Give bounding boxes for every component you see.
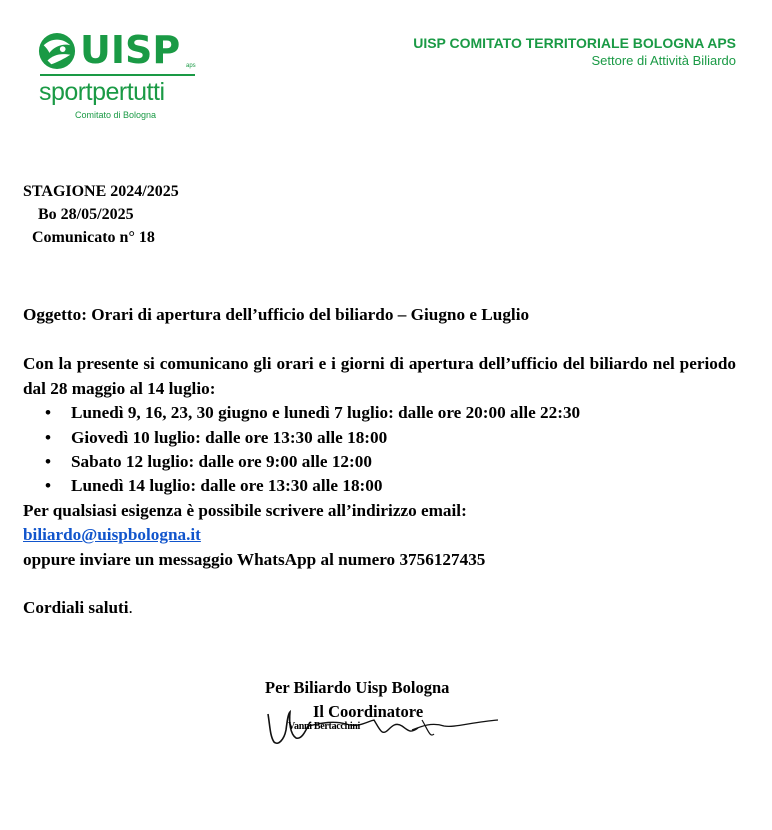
subject: Oggetto: Orari di apertura dell’ufficio del biliardo – Giugno e Luglio	[23, 305, 530, 324]
schedule-text: Giovedì 10 luglio: dalle ore 13:30 alle 18:00	[71, 427, 388, 447]
schedule-list	[23, 401, 736, 499]
org-sector: Settore di Attività Biliardo	[591, 53, 736, 68]
notice-meta	[23, 180, 179, 249]
closing	[23, 596, 736, 620]
uisp-ball-logo-icon	[38, 32, 76, 70]
list-item	[45, 401, 736, 425]
list-item	[45, 450, 736, 474]
schedule-text: Lunedì 9, 16, 23, 30 giugno e lunedì 7 luglio: dalle ore 20:00 alle 22:30	[71, 403, 581, 423]
whatsapp-line: oppure inviare un messaggio WhatsApp al numero 3756127435	[23, 549, 486, 569]
intro-paragraph: Con la presente si comunicano gli orari e i giorni di apertura dell’ufficio del biliardo nel periodo dal 28 maggio al 14 luglio:	[23, 354, 736, 398]
signature-line-2: Il Coordinatore	[313, 702, 424, 721]
contact-line: Per qualsiasi esigenza è possibile scrivere all’indirizzo email:	[23, 500, 467, 520]
season: STAGIONE 2024/2025	[23, 183, 179, 200]
logo-committee: Comitato di Bologna	[75, 110, 157, 120]
list-item	[45, 426, 736, 450]
schedule-text: Lunedì 14 luglio: dalle ore 13:30 alle 18:00	[71, 476, 383, 496]
email-link[interactable]: biliardo@uispbologna.it	[23, 525, 201, 545]
bullet-icon: •	[45, 403, 52, 423]
uisp-logo	[38, 30, 203, 125]
logo-tagline: sportpertutti	[39, 78, 165, 106]
notice-number: Comunicato n° 18	[32, 229, 155, 246]
closing-text: Cordiali saluti	[23, 598, 129, 618]
header-org	[413, 35, 736, 70]
notice-body	[23, 303, 736, 620]
schedule-text: Sabato 12 luglio: dalle ore 9:00 alle 12:00	[71, 452, 372, 472]
notice-date: Bo 28/05/2025	[38, 206, 134, 223]
signer-name: Vanni Bertacchini	[288, 721, 361, 732]
signature-line-1: Per Biliardo Uisp Bologna	[265, 678, 450, 697]
org-name: UISP COMITATO TERRITORIALE BOLOGNA APS	[413, 35, 736, 51]
bullet-icon: •	[45, 452, 52, 472]
list-item	[45, 474, 736, 498]
closing-dot: .	[128, 598, 133, 618]
logo-brand: UISP	[80, 28, 181, 72]
bullet-icon: •	[45, 427, 52, 447]
bullet-icon: •	[45, 476, 52, 496]
logo-aps: aps	[186, 63, 196, 69]
